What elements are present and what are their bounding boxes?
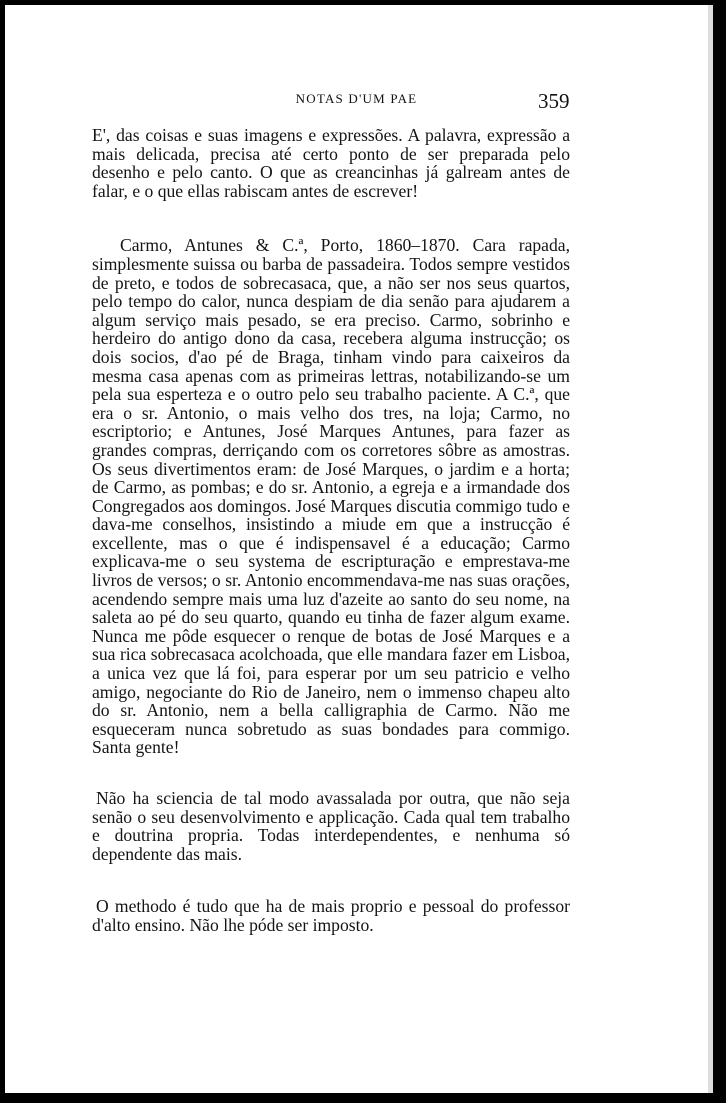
running-title: NOTAS D'UM PAE [295, 91, 418, 106]
paragraph: Não ha sciencia de tal modo avassalada por outra, que não seja senão o seu desenvolvimento e applicação. Cada qual tem trabalho e doutrina propria. Todas interdependentes, e nenhuma só dependente das mais. [92, 788, 570, 864]
paragraph: E', das coisas e suas imagens e expressões. A palavra, expressão a mais delicada, precisa até certo ponto de ser preparada pelo desenho e pelo canto. O que as creancinhas já galream antes de falar, e o que ellas rabiscam antes de escrever! [92, 125, 570, 201]
paragraph: O methodo é tudo que ha de mais proprio e pessoal do professor d'alto ensino. Não lhe póde ser imposto. [92, 896, 570, 935]
page-number: 359 [538, 89, 570, 113]
book-page [5, 5, 713, 1093]
paragraph: Carmo, Antunes & C.ª, Porto, 1860–1870. Cara rapada, simplesmente suissa ou barba de passadeira. Todos sempre vestidos de preto, e todos de sobrecasaca, que, a não ser nos seus quartos, pelo tempo do calor, nunca despiam de dia senão para ajudarem a algum serviço mais pesado, se era preciso. Carmo, sobrinho e herdeiro do antigo dono da casa, recebera alguma instrucção; os dois socios, d'ao pé de Braga, tinham vindo para caixeiros da mesma casa apenas com as primeiras lettras, notabilizando-se um pela sua esperteza e o outro pelo seu trabalho paciente. A C.ª, que era o sr. Antonio, o mais velho dos tres, na loja; Carmo, no escriptorio; e Antunes, José Marques Antunes, para fazer as grandes compras, derriçando com os corretores sôbre as amostras. Os seus divertimentos eram: de José Marques, o jardim e a horta; de Carmo, as pombas; e do sr. Antonio, a egreja e a irmandade dos Congregados aos domingos. José Marques discutia commigo tudo e dava-me conselhos, insistindo a miude em que a instrucção é excellente, mas o que é indispensavel é a educação; Carmo explicava-me o seu systema de escripturação e emprestava-me livros de versos; o sr. Antonio encommendava-me nas suas orações, acendendo sempre mais uma luz d'azeite ao santo do seu nome, na saleta ao pé do seu quarto, quando eu tinha de fazer algum exame. Nunca me pôde esquecer o renque de botas de José Marques e a sua rica sobrecasaca acolchoada, que elle mandara fazer em Lisboa, a unica vez que lá foi, para esperar por um seu patricio e velho amigo, negociante do Rio de Janeiro, nem o immenso chapeu alto do sr. Antonio, nem a bella calligraphia de Carmo. Não me esqueceram nunca sobretudo as suas bondades para commigo. Santa gente! [92, 235, 570, 758]
page-body [92, 126, 570, 935]
